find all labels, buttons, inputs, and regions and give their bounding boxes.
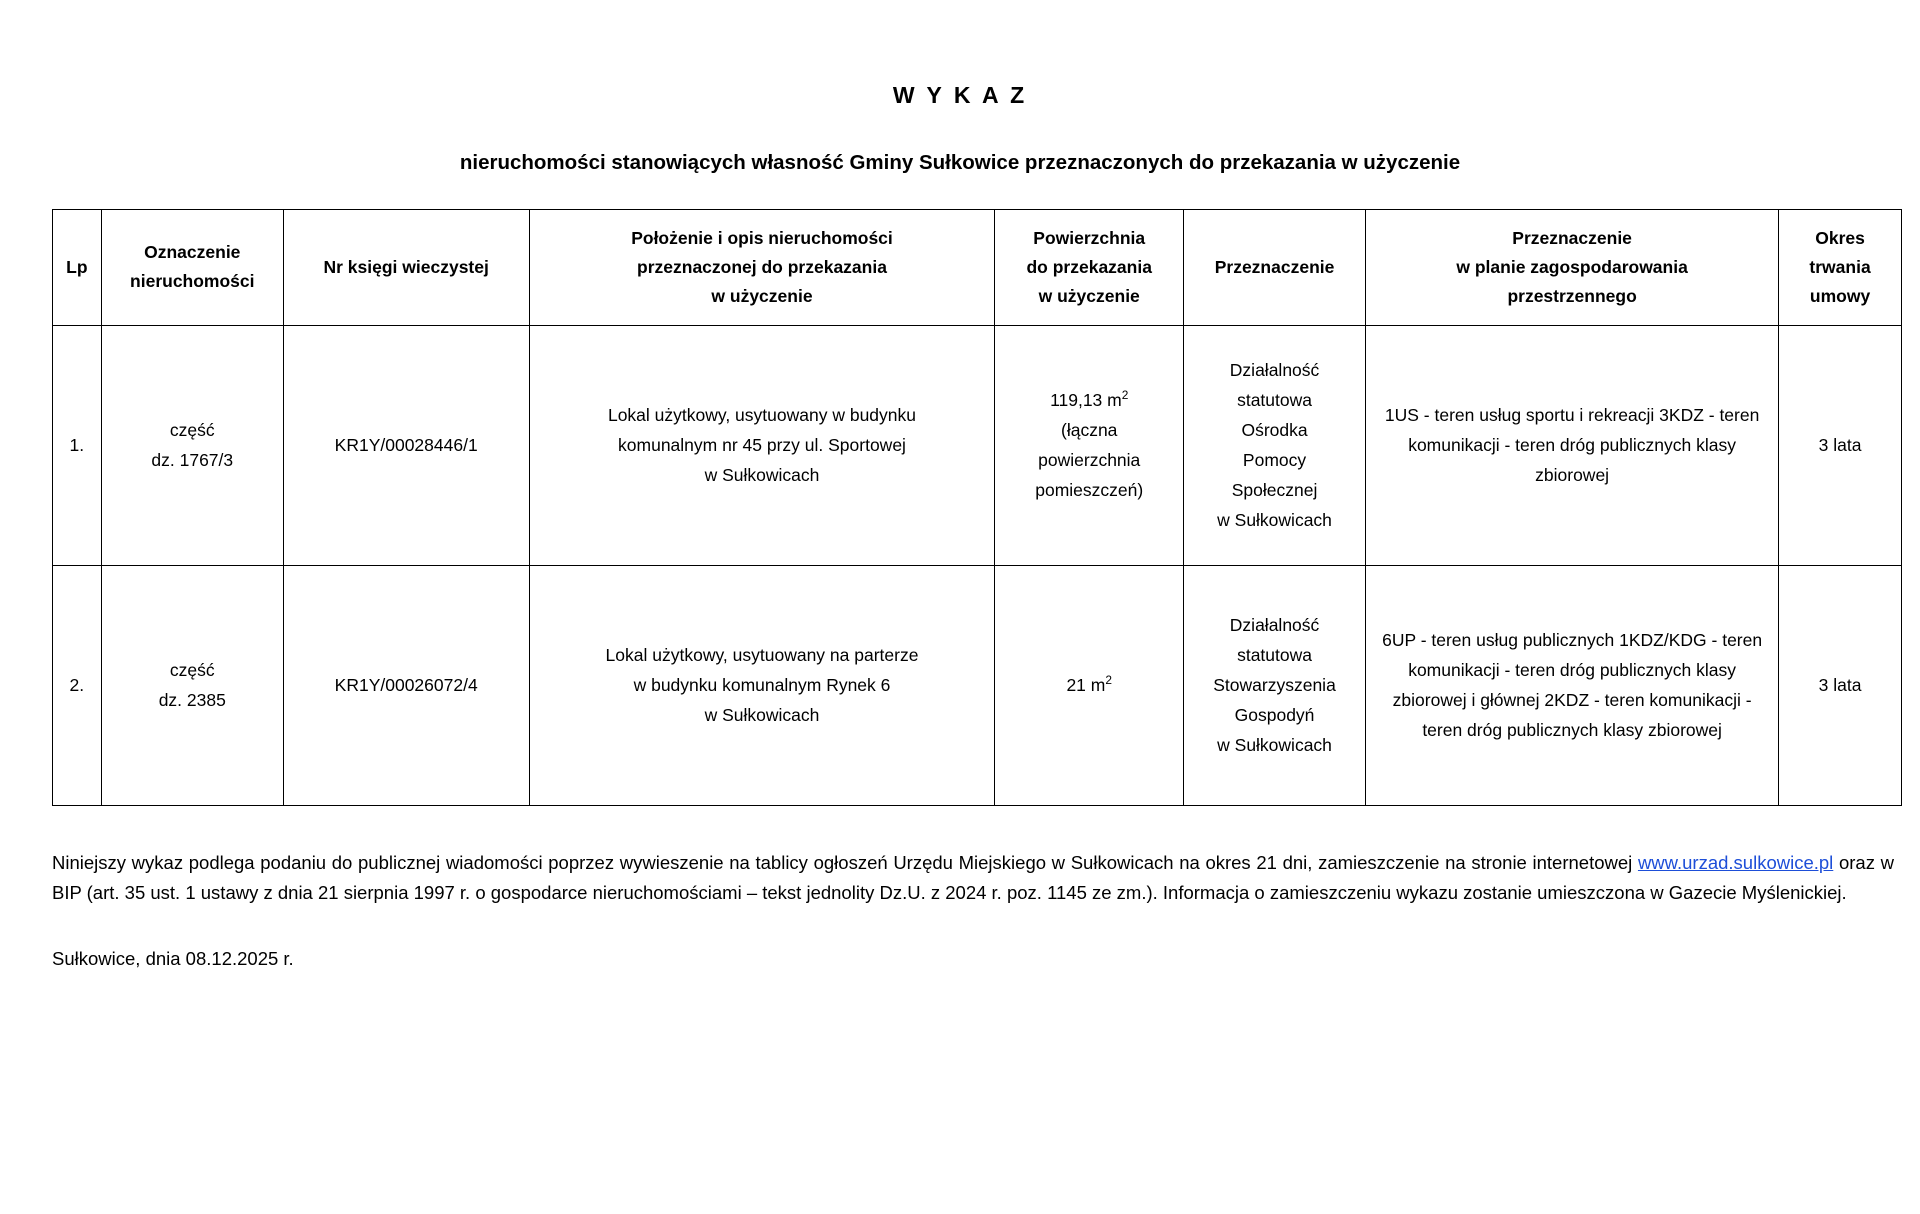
cell-powierzchnia-value: 21 m [1066, 675, 1106, 696]
cell-lp: 1. [53, 325, 102, 565]
cell-ksiega: KR1Y/00026072/4 [283, 565, 529, 805]
column-header-powierzchnia [995, 210, 1184, 326]
place-and-date: Sułkowice, dnia 08.12.2025 r. [52, 947, 294, 969]
column-header-polozenie-line3: w użyczenie [711, 285, 813, 306]
column-header-lp [53, 210, 102, 326]
cell-opis-line2: w budynku komunalnym Rynek 6 [633, 675, 891, 696]
table-header [53, 210, 1902, 326]
cell-okres: 3 lata [1779, 565, 1902, 805]
cell-powierzchnia-unit-exponent: 2 [1121, 388, 1129, 403]
column-header-okres-line3: umowy [1809, 285, 1871, 306]
cell-przeznaczenie [1183, 565, 1365, 805]
cell-oznaczenie-line1: część [169, 420, 215, 441]
website-link[interactable]: www.urzad.sulkowice.pl [1637, 851, 1834, 873]
cell-opis [529, 325, 995, 565]
column-header-plan [1366, 210, 1779, 326]
cell-oznaczenie-line2: dz. 2385 [158, 690, 226, 711]
cell-powierzchnia [995, 325, 1184, 565]
column-header-przeznaczenie [1183, 210, 1365, 326]
column-header-lp-line1: Lp [66, 256, 88, 277]
cell-powierzchnia-note1: (łączna [1061, 420, 1118, 441]
notice-text-part2: oraz w BIP (art. 35 ust. 1 ustawy z dnia 21 sierpnia 1997 r. o gospodarce nieruchomościami – tekst jednolity Dz.U. z 2024 r. poz. 1145 ze zm.). Informacja o zamieszczeniu wykazu zostanie umieszczona w Gazecie Myślenickiej. [52, 851, 1894, 903]
cell-okres: 3 lata [1779, 325, 1902, 565]
column-header-oznaczenie [101, 210, 283, 326]
column-header-plan-line2: w planie zagospodarowania [1456, 256, 1688, 277]
cell-przeznaczenie-line2: statutowa [1237, 389, 1312, 410]
column-header-plan-line3: przestrzennego [1507, 285, 1637, 306]
cell-przeznaczenie-line3: Stowarzyszenia [1213, 675, 1336, 696]
cell-opis [529, 565, 995, 805]
cell-oznaczenie [101, 565, 283, 805]
notice-text-part1: Niniejszy wykaz podlega podaniu do publicznej wiadomości poprzez wywieszenie na tablicy ogłoszeń Urzędu Miejskiego w Sułkowicach na okres 21 dni, zamieszczenie na stronie internetowej [52, 851, 1638, 873]
cell-przeznaczenie-line4: Pomocy [1242, 450, 1307, 471]
column-header-przeznaczenie-line1: Przeznaczenie [1214, 256, 1335, 277]
cell-plan: 6UP - teren usług publicznych 1KDZ/KDG - teren komunikacji - teren dróg publicznych klasy zbiorowej i głównej 2KDZ - teren komunikacji - teren dróg publicznych klasy zbiorowej [1366, 565, 1779, 805]
cell-powierzchnia-note3: pomieszczeń) [1035, 480, 1144, 501]
cell-lp: 2. [53, 565, 102, 805]
table-body [53, 325, 1902, 805]
cell-przeznaczenie-line5: w Sułkowicach [1217, 735, 1332, 756]
cell-powierzchnia-unit-exponent: 2 [1105, 673, 1112, 688]
cell-ksiega: KR1Y/00028446/1 [283, 325, 529, 565]
cell-przeznaczenie [1183, 325, 1365, 565]
cell-opis-line3: w Sułkowicach [704, 705, 820, 726]
table-row [53, 565, 1902, 805]
cell-przeznaczenie-line5: Społecznej [1231, 480, 1318, 501]
column-header-polozenie-line2: przeznaczonej do przekazania [637, 256, 887, 277]
cell-przeznaczenie-line6: w Sułkowicach [1217, 510, 1332, 531]
cell-oznaczenie-line1: część [169, 660, 215, 681]
cell-przeznaczenie-line3: Ośrodka [1241, 420, 1308, 441]
column-header-okres [1779, 210, 1902, 326]
cell-przeznaczenie-line2: statutowa [1237, 644, 1312, 665]
column-header-okres-line2: trwania [1809, 256, 1871, 277]
column-header-powierzchnia-line1: Powierzchnia [1033, 228, 1146, 248]
column-header-okres-line1: Okres [1815, 228, 1865, 248]
cell-przeznaczenie-line1: Działalność [1229, 614, 1320, 635]
column-header-polozenie [529, 210, 995, 326]
cell-powierzchnia [995, 565, 1184, 805]
cell-przeznaczenie-line4: Gospodyń [1234, 705, 1315, 726]
column-header-plan-line1: Przeznaczenie [1512, 228, 1632, 248]
cell-oznaczenie [101, 325, 283, 565]
cell-plan: 1US - teren usług sportu i rekreacji 3KDZ - teren komunikacji - teren dróg publicznych klasy zbiorowej [1366, 325, 1779, 565]
column-header-powierzchnia-line3: w użyczenie [1038, 285, 1140, 306]
column-header-ksiega-line1: Nr księgi wieczystej [323, 256, 489, 277]
public-notice-paragraph [52, 848, 1894, 908]
table-row [53, 325, 1902, 565]
column-header-polozenie-line1: Położenie i opis nieruchomości [631, 228, 893, 248]
table-header-row [53, 210, 1902, 326]
page-title: W Y K A Z [892, 82, 1028, 108]
cell-powierzchnia-value: 119,13 m [1050, 389, 1122, 410]
column-header-oznaczenie-line2: nieruchomości [130, 271, 255, 292]
cell-opis-line1: Lokal użytkowy, usytuowany na parterze [605, 644, 919, 665]
cell-opis-line1: Lokal użytkowy, usytuowany w budynku [607, 404, 916, 425]
cell-powierzchnia-note2: powierzchnia [1038, 450, 1141, 471]
cell-opis-line2: komunalnym nr 45 przy ul. Sportowej [618, 435, 906, 456]
column-header-powierzchnia-line2: do przekazania [1026, 256, 1152, 277]
property-list-table [52, 209, 1902, 806]
cell-opis-line3: w Sułkowicach [704, 465, 820, 486]
column-header-ksiega [283, 210, 529, 326]
cell-oznaczenie-line2: dz. 1767/3 [151, 450, 234, 471]
column-header-oznaczenie-line1: Oznaczenie [144, 242, 241, 263]
page-subtitle: nieruchomości stanowiących własność Gminy Sułkowice przeznaczonych do przekazania w użyczenie [459, 151, 1461, 174]
cell-przeznaczenie-line1: Działalność [1229, 359, 1320, 380]
